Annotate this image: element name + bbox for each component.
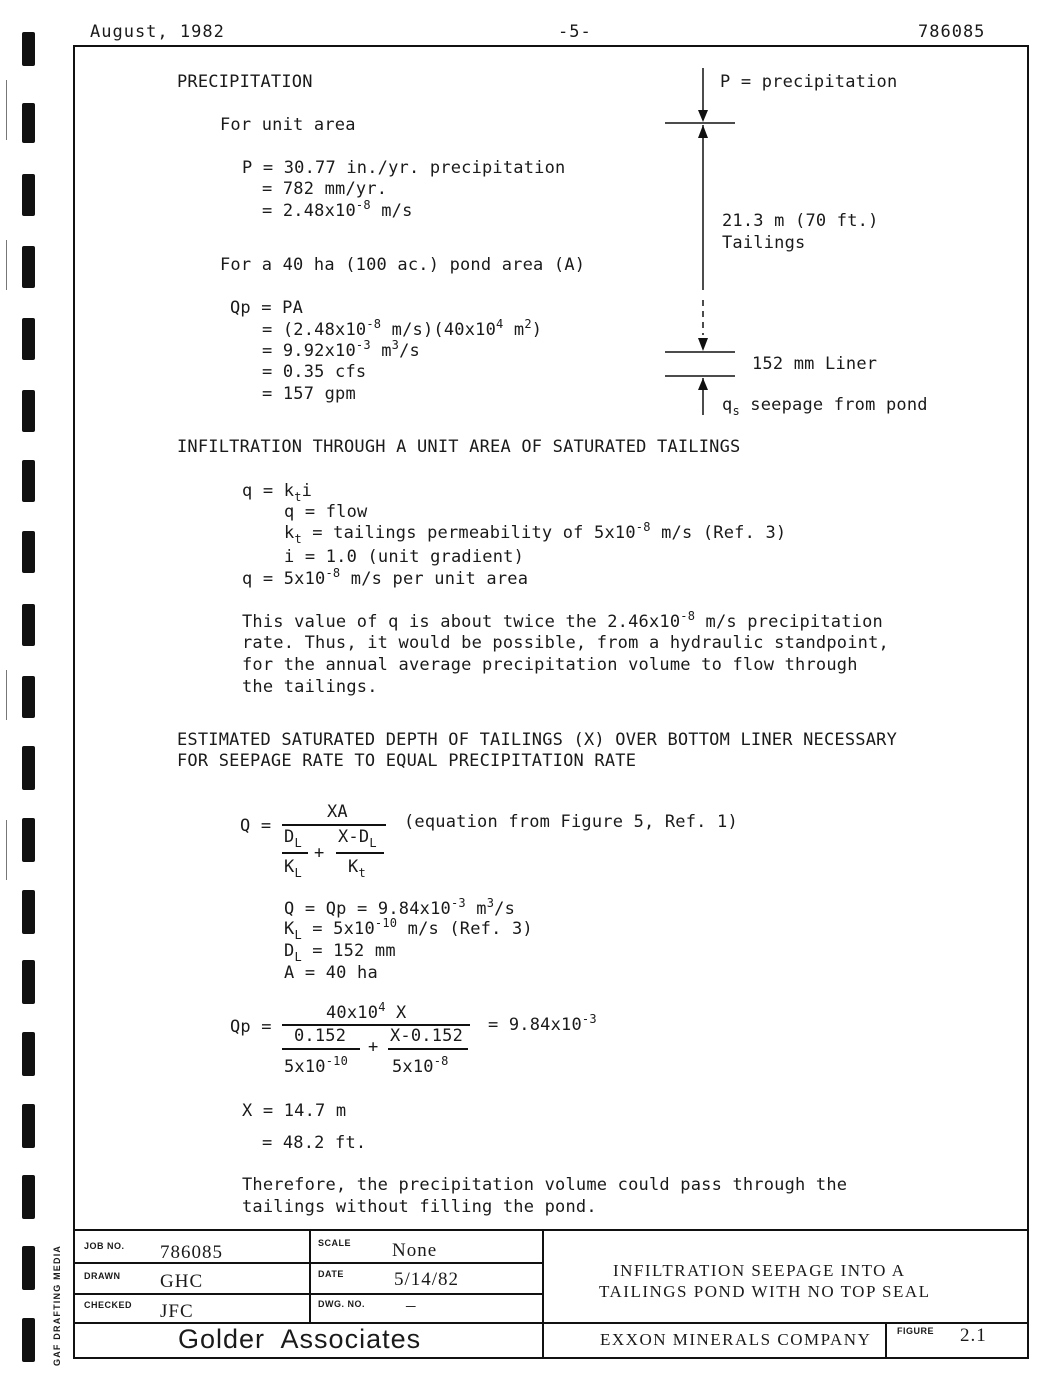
drawn-value: GHC: [160, 1271, 204, 1292]
margin-mark: [6, 670, 7, 720]
qp-kl-value: $5x10^{-10}$: [284, 1054, 349, 1077]
p-value-line: = $2.48x10^{-8}$ m/s: [262, 198, 413, 221]
binder-hole: [22, 1104, 35, 1148]
qp-line: = 0.35 cfs: [262, 362, 367, 382]
figure-number: 2.1: [960, 1325, 987, 1346]
fraction-bar: [388, 1048, 468, 1050]
precipitation-heading: PRECIPITATION: [177, 72, 313, 92]
header-job-number: 786085: [918, 22, 986, 42]
x-result: X = 14.7 m: [242, 1101, 347, 1121]
margin-mark: [6, 80, 7, 140]
variable-kl: $K_L = 5x10^{-10}$ m/s (Ref. 3): [284, 916, 533, 942]
header-page-number: -5-: [558, 22, 592, 42]
paragraph-line: rate. Thus, it would be possible, from a hydraulic standpoint,: [242, 633, 889, 653]
margin-mark: [6, 820, 7, 880]
conclusion-line: Therefore, the precipitation volume could pass through the: [242, 1175, 848, 1195]
definition-i: i = 1.0 (unit gradient): [284, 547, 525, 567]
checked-label: CHECKED: [84, 1300, 133, 1310]
dimension-arrow-down: [698, 338, 708, 351]
flow-equation: $q = k_ti$: [242, 481, 313, 504]
diagram-liner-label: 152 mm Liner: [752, 354, 878, 374]
variable-q: $Q = Qp = 9.84x10^{-3}$ $m^3/s$: [284, 896, 516, 919]
binder-hole: [22, 103, 35, 143]
binder-hole: [22, 746, 35, 790]
binder-hole: [22, 818, 35, 862]
plus-sign: +: [314, 843, 325, 863]
binder-hole: [22, 960, 35, 1004]
infiltration-heading: INFILTRATION THROUGH A UNIT AREA OF SATURATED TAILINGS: [177, 437, 741, 457]
definition-q: q = flow: [284, 502, 368, 522]
client-name: EXXON MINERALS COMPANY: [600, 1330, 872, 1349]
plus-sign: +: [368, 1037, 379, 1057]
paragraph-line: This value of q is about twice the $2.46x10^{-8}$ m/s precipitation: [242, 609, 883, 632]
qp-kt-value: $5x10^{-8}$: [392, 1054, 449, 1077]
drawing-title: TAILINGS POND WITH NO TOP SEAL: [599, 1282, 931, 1301]
estimate-heading: FOR SEEPAGE RATE TO EQUAL PRECIPITATION RATE: [177, 751, 637, 771]
precip-arrow-head: [698, 110, 708, 122]
binder-hole: [22, 676, 35, 718]
q-equation-label: Q =: [240, 816, 272, 836]
date-value: 5/14/82: [394, 1269, 460, 1290]
scale-value: None: [392, 1240, 438, 1261]
scale-label: SCALE: [318, 1238, 352, 1248]
date-label: DATE: [318, 1269, 344, 1279]
job-no-label: JOB NO.: [84, 1241, 125, 1251]
binder-hole: [22, 1318, 35, 1362]
page-frame: [73, 45, 1029, 1359]
paragraph-line: the tailings.: [242, 677, 378, 697]
binder-hole: [22, 1032, 35, 1076]
binder-hole: [22, 174, 35, 216]
qp-numerator: $40x10^4$ X: [326, 1000, 407, 1023]
flow-result: $q = 5x10^{-8}$ m/s per unit area: [242, 566, 529, 589]
drafting-media-brand: GAF DRAFTING MEDIA: [52, 1244, 62, 1366]
fraction-bar: [282, 1048, 360, 1050]
diagram-tailings-label: Tailings: [722, 233, 806, 253]
diagram-tailings-depth: 21.3 m (70 ft.): [722, 211, 879, 231]
qp-x-minus-value: X-0.152: [390, 1026, 464, 1046]
dwg-no-value: –: [406, 1295, 417, 1316]
binder-hole: [22, 246, 35, 288]
margin-mark: [6, 240, 7, 290]
binder-hole: [22, 604, 35, 646]
qp-line: = ($2.48x10^{-8}$ $m/s)(40x10^4$ $m^2$): [262, 317, 543, 340]
diagram-seepage-label: $q_s$ seepage from pond: [722, 395, 928, 418]
figure-label: FIGURE: [897, 1326, 935, 1336]
ft-result: = 48.2 ft.: [262, 1133, 367, 1153]
checked-value: JFC: [160, 1301, 194, 1322]
variable-dl: $D_L = 152$ mm: [284, 941, 396, 964]
binder-hole: [22, 390, 35, 432]
dl-term: $D_L$: [284, 827, 302, 850]
binder-hole: [22, 460, 35, 502]
definition-k: $k_t$ = tailings permeability of $5x10^{-8}$ m/s (Ref. 3): [284, 520, 787, 546]
kt-term: $K_t$: [348, 857, 366, 880]
qp-line: Qp = PA: [230, 298, 304, 318]
drawing-title: INFILTRATION SEEPAGE INTO A: [613, 1261, 906, 1280]
qp-result: = $9.84x10^{-3}$: [488, 1012, 597, 1035]
binder-hole: [22, 531, 35, 573]
company-logo-text: Golder Associates: [178, 1324, 422, 1354]
estimate-heading: ESTIMATED SATURATED DEPTH OF TAILINGS (X) OVER BOTTOM LINER NECESSARY: [177, 730, 898, 750]
binder-hole: [22, 1246, 35, 1290]
x-minus-dl-term: $X-D_L$: [338, 827, 377, 850]
pond-area-label: For a 40 ha (100 ac.) pond area (A): [220, 255, 586, 275]
q-numerator: XA: [327, 802, 348, 822]
equation-source: (equation from Figure 5, Ref. 1): [404, 812, 738, 832]
p-value-line: = 782 mm/yr.: [262, 179, 388, 199]
diagram-precip-label: P = precipitation: [720, 72, 898, 92]
job-no-value: 786085: [160, 1242, 223, 1263]
drawn-label: DRAWN: [84, 1271, 121, 1281]
fraction-bar: [336, 852, 384, 854]
p-value-line: P = 30.77 in./yr. precipitation: [242, 158, 566, 178]
binder-hole: [22, 1175, 35, 1219]
binder-hole: [22, 318, 35, 360]
fraction-bar: [282, 852, 308, 854]
qp-equation-label: Qp =: [230, 1017, 272, 1037]
header-date: August, 1982: [90, 22, 225, 42]
kl-term: $K_L$: [284, 857, 302, 880]
unit-area-label: For unit area: [220, 115, 356, 135]
qp-dl-value: 0.152: [294, 1026, 347, 1046]
qp-line: = $9.92x10^{-3}$ $m^3/s$: [262, 338, 420, 361]
dwg-no-label: DWG. NO.: [318, 1299, 365, 1309]
binder-hole: [22, 890, 35, 934]
qp-line: = 157 gpm: [262, 384, 356, 404]
binder-hole: [22, 32, 35, 66]
variable-a: A = 40 ha: [284, 963, 378, 983]
conclusion-line: tailings without filling the pond.: [242, 1197, 597, 1217]
paragraph-line: for the annual average precipitation volume to flow through: [242, 655, 858, 675]
